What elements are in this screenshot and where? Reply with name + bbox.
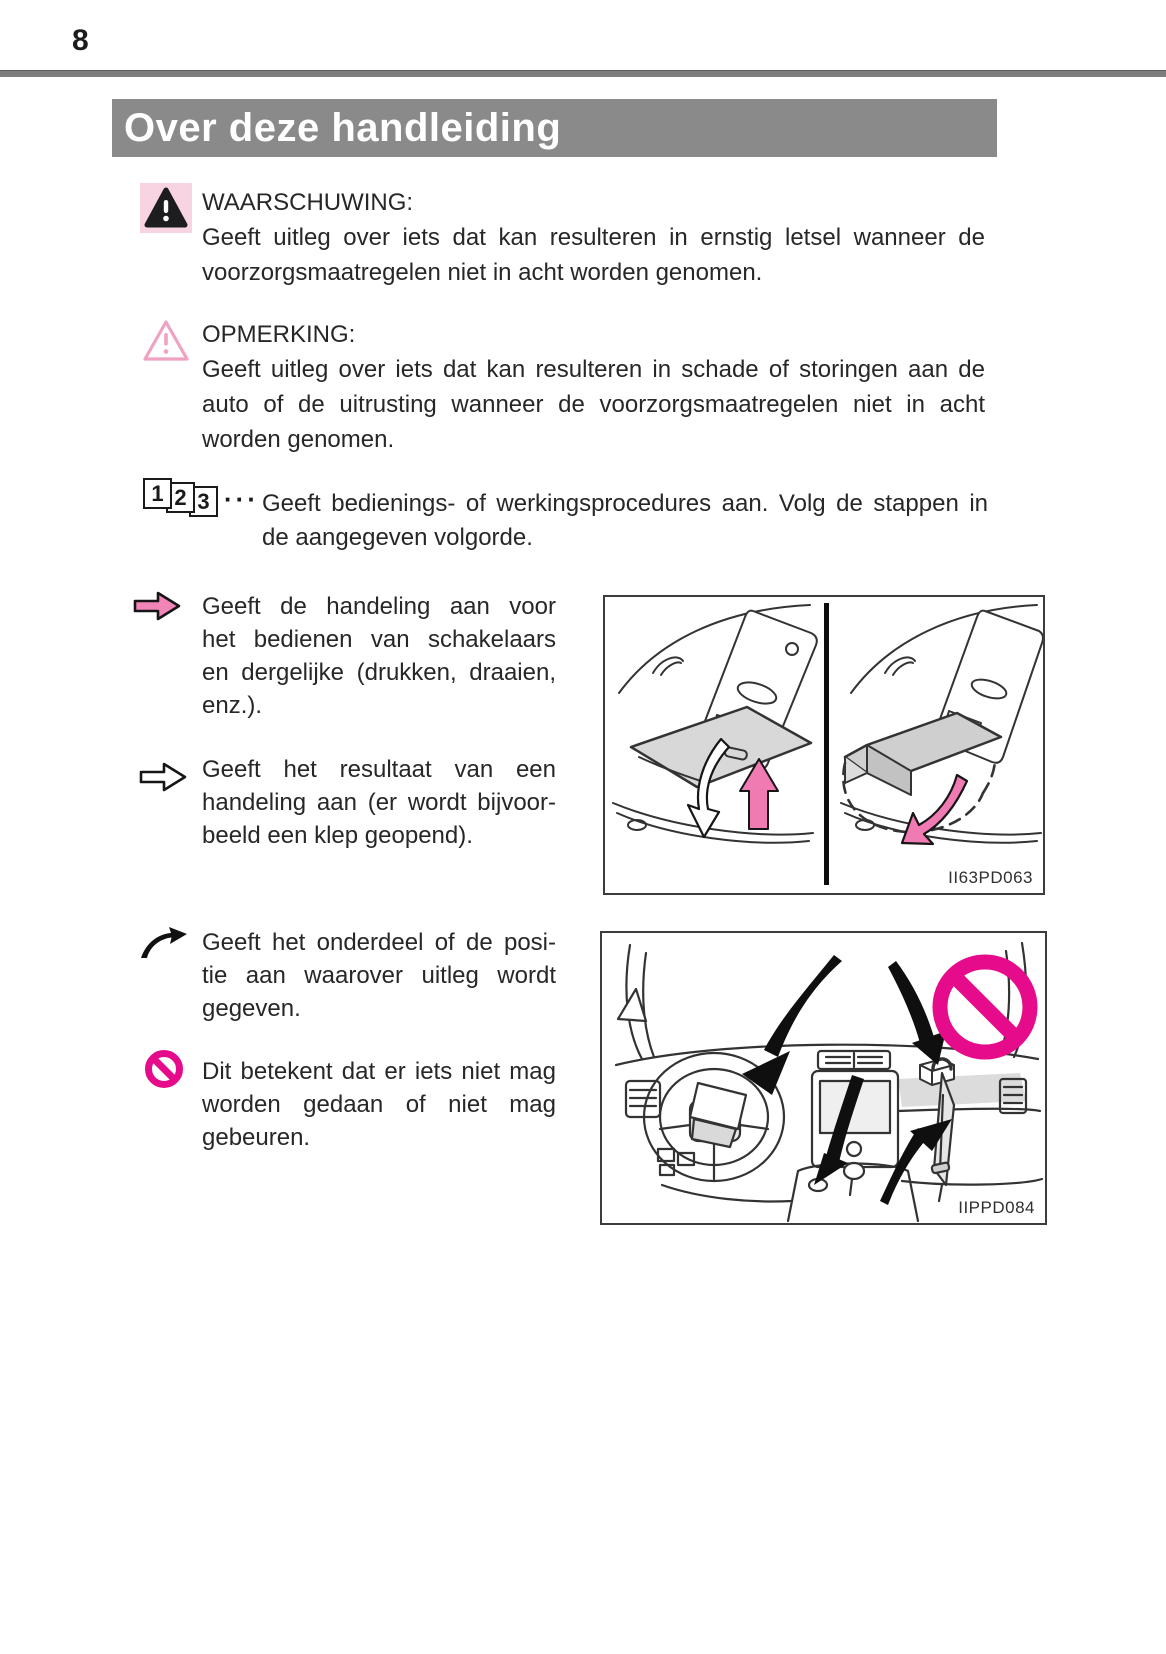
result-arrow-section — [202, 753, 556, 852]
figure-code: II63PD063 — [948, 868, 1033, 887]
dashboard-illustration — [602, 933, 1045, 1223]
figure-dashboard — [600, 931, 1047, 1225]
action-arrow-body: Geeft de handeling aan voor het bedienen van schakelaars en dergelijke (drukken, draaien, enz.). — [202, 593, 556, 719]
figure-code: IIPPD084 — [958, 1198, 1035, 1217]
part-arrow-section — [202, 926, 556, 1025]
outline-right-arrow-icon — [138, 760, 188, 794]
overhead-console-illustration — [605, 597, 1043, 893]
page-title: Over deze handleiding — [112, 99, 997, 157]
step-ellipsis: ··· — [224, 484, 259, 514]
steps-section — [262, 487, 988, 555]
figure-overhead-console — [603, 595, 1045, 895]
warning-triangle-icon — [140, 183, 192, 233]
no-symbol-icon — [144, 1049, 184, 1089]
pink-right-arrow-icon — [132, 589, 182, 623]
prohibition-body: Dit betekent dat er iets niet mag worden gedaan of niet mag gebeuren. — [202, 1058, 556, 1151]
header-rule — [0, 70, 1166, 77]
result-arrow-body: Geeft het resultaat van een handeling aan (er wordt bijvoor- beeld een klep geopend). — [202, 756, 556, 849]
step-box-2: 2 — [166, 482, 195, 513]
page-number: 8 — [72, 24, 89, 57]
notice-section — [202, 317, 985, 457]
step-box-1: 1 — [143, 478, 172, 509]
warning-body: Geeft uitleg over iets dat kan resulteren in ernstig letsel wanneer de voorzorgsmaatregelen niet in acht worden genomen. — [202, 224, 985, 286]
notice-body: Geeft uitleg over iets dat kan resulteren in schade of storingen aan de auto of de uitrusting wanneer de voorzorgsmaatregelen niet in acht worden genomen. — [202, 356, 985, 453]
notice-heading: OPMERKING: — [202, 321, 356, 348]
warning-section — [202, 185, 985, 290]
warning-heading: WAARSCHUWING: — [202, 189, 414, 216]
part-arrow-body: Geeft het onderdeel of de posi- tie aan waarover uitleg wordt gegeven. — [202, 929, 556, 1022]
step-box-3: 3 — [189, 486, 218, 517]
steps-body: Geeft bedienings- of werkingsprocedures aan. Volg de stappen in de aangegeven volgorde. — [262, 490, 988, 551]
action-arrow-section — [202, 590, 556, 722]
curved-arrow-icon — [140, 927, 188, 959]
prohibition-section — [202, 1055, 556, 1154]
caution-outline-triangle-icon — [142, 318, 190, 363]
